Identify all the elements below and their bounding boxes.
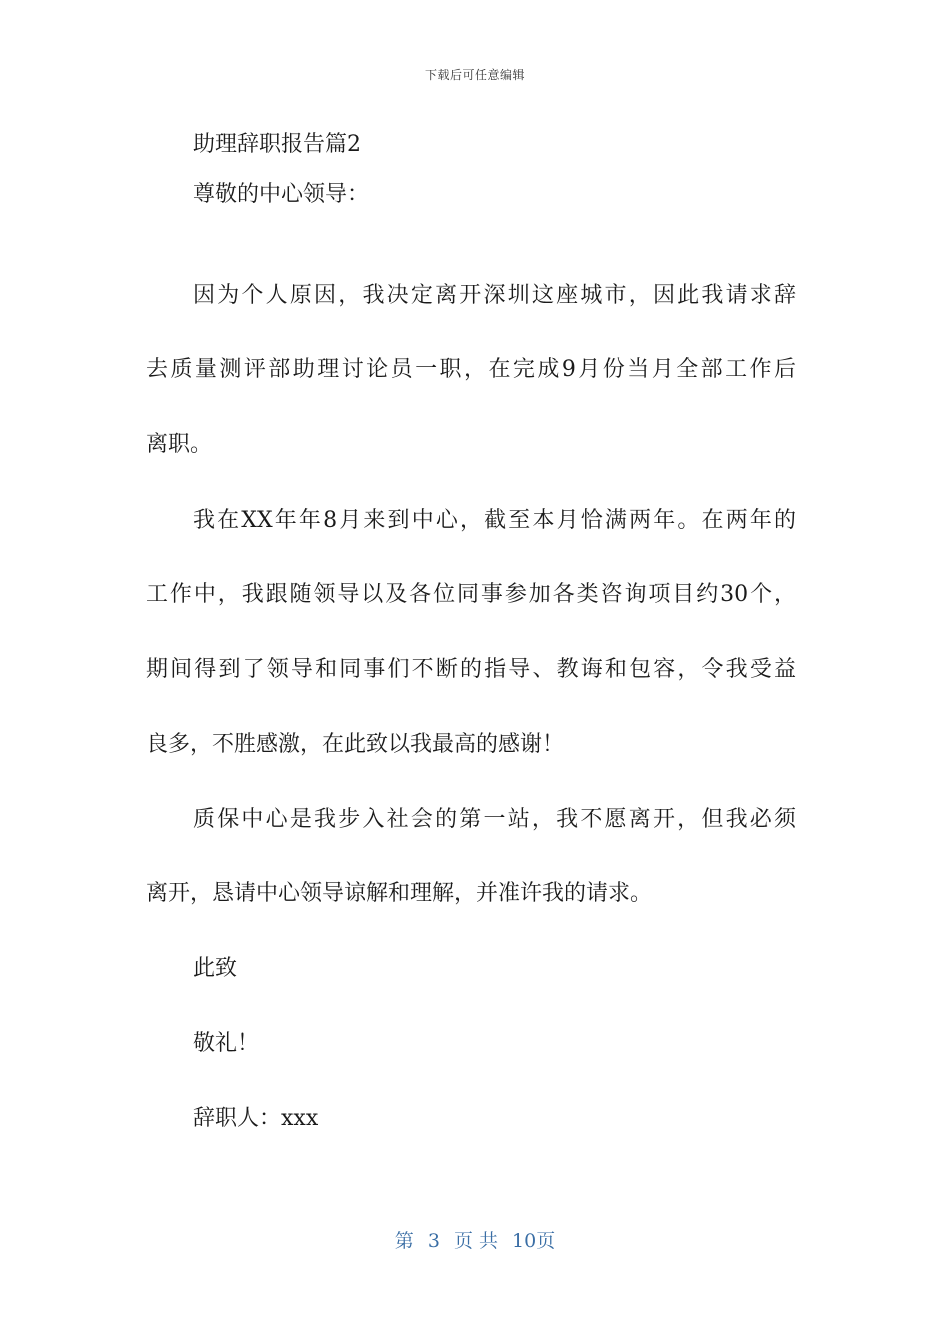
signature: 辞职人：xxx — [193, 1106, 319, 1131]
page-footer — [0, 1226, 950, 1253]
paragraph-line: 去质量测评部助理讨论员一职，在完成9月份当月全部工作后 — [146, 357, 796, 382]
paragraph-line: 期间得到了领导和同事们不断的指导、教诲和包容，令我受益 — [146, 657, 796, 682]
salutation: 尊敬的中心领导： — [193, 182, 370, 207]
closing-cizhi: 此致 — [193, 956, 238, 981]
paragraph-line: 质保中心是我步入社会的第一站，我不愿离开，但我必须 — [193, 807, 796, 832]
paragraph-line: 离开，恳请中心领导谅解和理解，并准许我的请求。 — [146, 881, 653, 906]
footer-page-number: 3 — [427, 1230, 440, 1252]
paragraph-line: 我在XX年年8月来到中心，截至本月恰满两年。在两年的 — [193, 508, 796, 533]
closing-jingli: 敬礼！ — [193, 1031, 260, 1056]
footer-middle: 页 共 — [453, 1230, 498, 1252]
paragraph-line: 因为个人原因，我决定离开深圳这座城市，因此我请求辞 — [193, 283, 796, 308]
header-note: 下载后可任意编辑 — [424, 68, 525, 82]
document-title: 助理辞职报告篇2 — [193, 132, 361, 157]
paragraph-line: 离职。 — [146, 432, 213, 457]
footer-total-pages: 10页 — [512, 1230, 556, 1252]
paragraph-line: 良多，不胜感激，在此致以我最高的感谢！ — [146, 732, 565, 757]
paragraph-line: 工作中，我跟随领导以及各位同事参加各类咨询项目约30个， — [146, 582, 796, 607]
footer-prefix: 第 — [394, 1230, 414, 1252]
